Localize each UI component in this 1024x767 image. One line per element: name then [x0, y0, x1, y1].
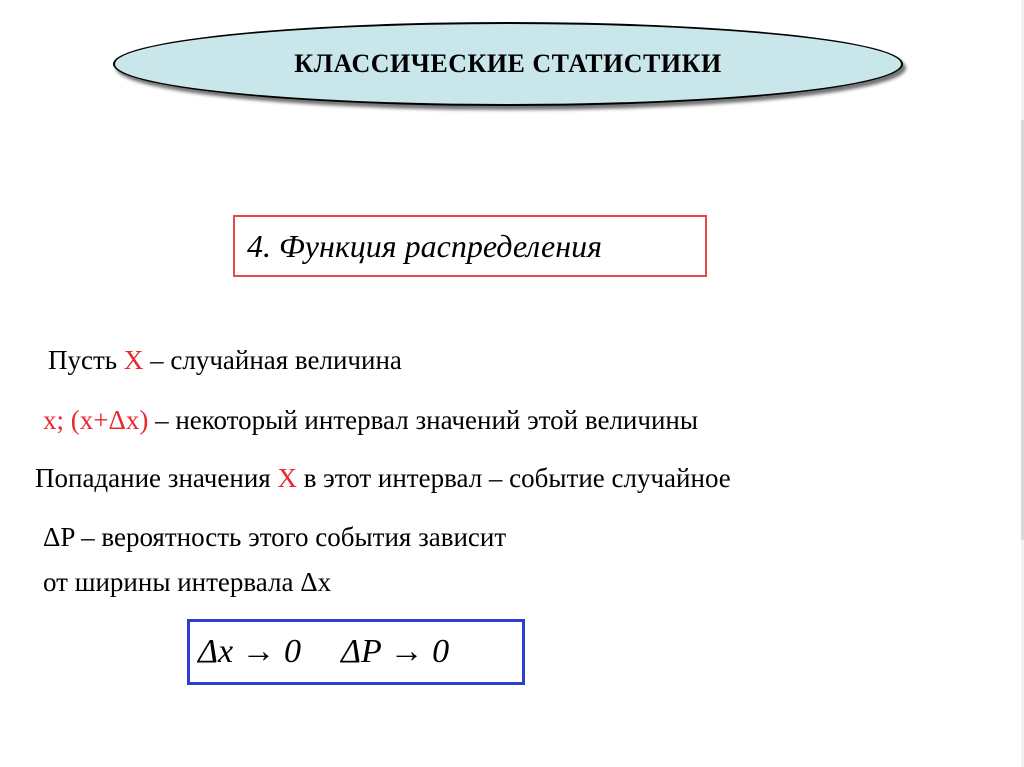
subtitle-text: 4. Функция распределения: [247, 227, 602, 264]
line2-interval: x; (x+Δx): [43, 405, 149, 435]
line2-after: – некоторый интервал значений этой величины: [148, 405, 698, 435]
line-width: от ширины интервала Δx: [43, 567, 332, 597]
slide-title: КЛАССИЧЕСКИЕ СТАТИСТИКИ: [294, 49, 722, 78]
formula-right: ΔP → 0: [341, 633, 450, 670]
line1-after: – случайная величина: [143, 345, 402, 375]
line1-var: X: [123, 345, 144, 375]
line-probability: ΔP – вероятность этого события зависит: [43, 522, 507, 552]
line3-var: X: [277, 463, 297, 493]
line-event: [35, 465, 731, 492]
line-random-variable: [48, 347, 402, 374]
line3-after: в этот интервал – событие случайное: [296, 463, 731, 493]
formula-box: [187, 619, 525, 685]
subtitle-box: [233, 215, 707, 277]
line1-before: Пусть: [48, 345, 124, 375]
line-interval: [43, 407, 698, 434]
formula-left: Δx → 0: [198, 633, 302, 670]
line3-before: Попадание значения: [35, 463, 278, 493]
